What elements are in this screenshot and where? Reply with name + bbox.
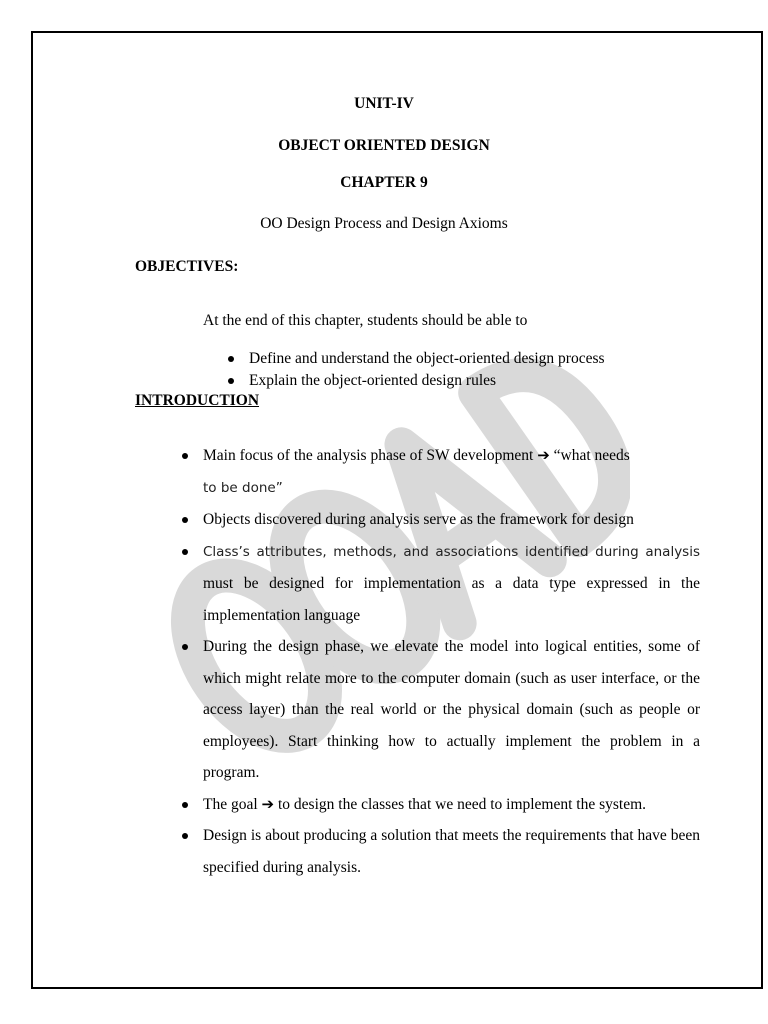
bullet-text: During the design phase, we elevate the model into logical entities, some of which might relate more to the computer domain (such as user interface, or the access layer) than the real world or the physical domain (such as people or employees). Start thinking how to actually implement the problem in a program. xyxy=(203,638,700,781)
bullet-icon xyxy=(182,453,188,459)
list-item xyxy=(226,348,605,370)
arrow-right-icon: ➔ xyxy=(537,446,550,464)
bullet-icon xyxy=(182,802,188,808)
objective-text: Define and understand the object-oriented design process xyxy=(249,350,605,367)
arrow-right-icon: ➔ xyxy=(261,794,275,813)
objectives-intro: At the end of this chapter, students should be able to xyxy=(203,312,528,329)
bullet-icon xyxy=(182,517,188,523)
bullet-icon xyxy=(182,833,188,839)
list-item xyxy=(180,631,700,789)
bullet-text: Class’s attributes, methods, and associations identified during analysis xyxy=(203,543,700,560)
objectives-list xyxy=(226,348,605,392)
chapter-label: CHAPTER 9 xyxy=(340,174,428,191)
introduction-list xyxy=(180,440,700,883)
list-item xyxy=(180,820,700,883)
list-item xyxy=(226,370,605,392)
bullet-icon xyxy=(228,378,234,384)
bullet-icon xyxy=(228,356,234,362)
introduction-heading: INTRODUCTION xyxy=(135,392,260,409)
bullet-text: Main focus of the analysis phase of SW development xyxy=(203,447,538,464)
unit-label: UNIT-IV xyxy=(354,95,414,112)
bullet-text: Objects discovered during analysis serve as the framework for design xyxy=(203,511,634,528)
list-item xyxy=(180,789,700,821)
list-item xyxy=(180,504,700,536)
bullet-text: The goal xyxy=(203,795,262,813)
bullet-text: to be done” xyxy=(203,479,283,496)
list-item xyxy=(180,440,700,504)
bullet-text: to design the classes that we need to implement the system. xyxy=(274,795,647,813)
bullet-text: Design is about producing a solution that meets the requirements that have been specified during analysis. xyxy=(203,827,700,876)
chapter-subtitle: OO Design Process and Design Axioms xyxy=(260,215,508,232)
bullet-icon xyxy=(182,644,188,650)
bullet-text: must be designed for implementation as a data type expressed in the implementation language xyxy=(203,575,700,624)
objective-text: Explain the object-oriented design rules xyxy=(249,372,497,389)
bullet-text: “what needs xyxy=(549,447,630,464)
document-title: OBJECT ORIENTED DESIGN xyxy=(278,137,490,154)
objectives-heading: OBJECTIVES: xyxy=(135,258,239,275)
list-item xyxy=(180,536,700,632)
bullet-icon xyxy=(182,549,188,555)
